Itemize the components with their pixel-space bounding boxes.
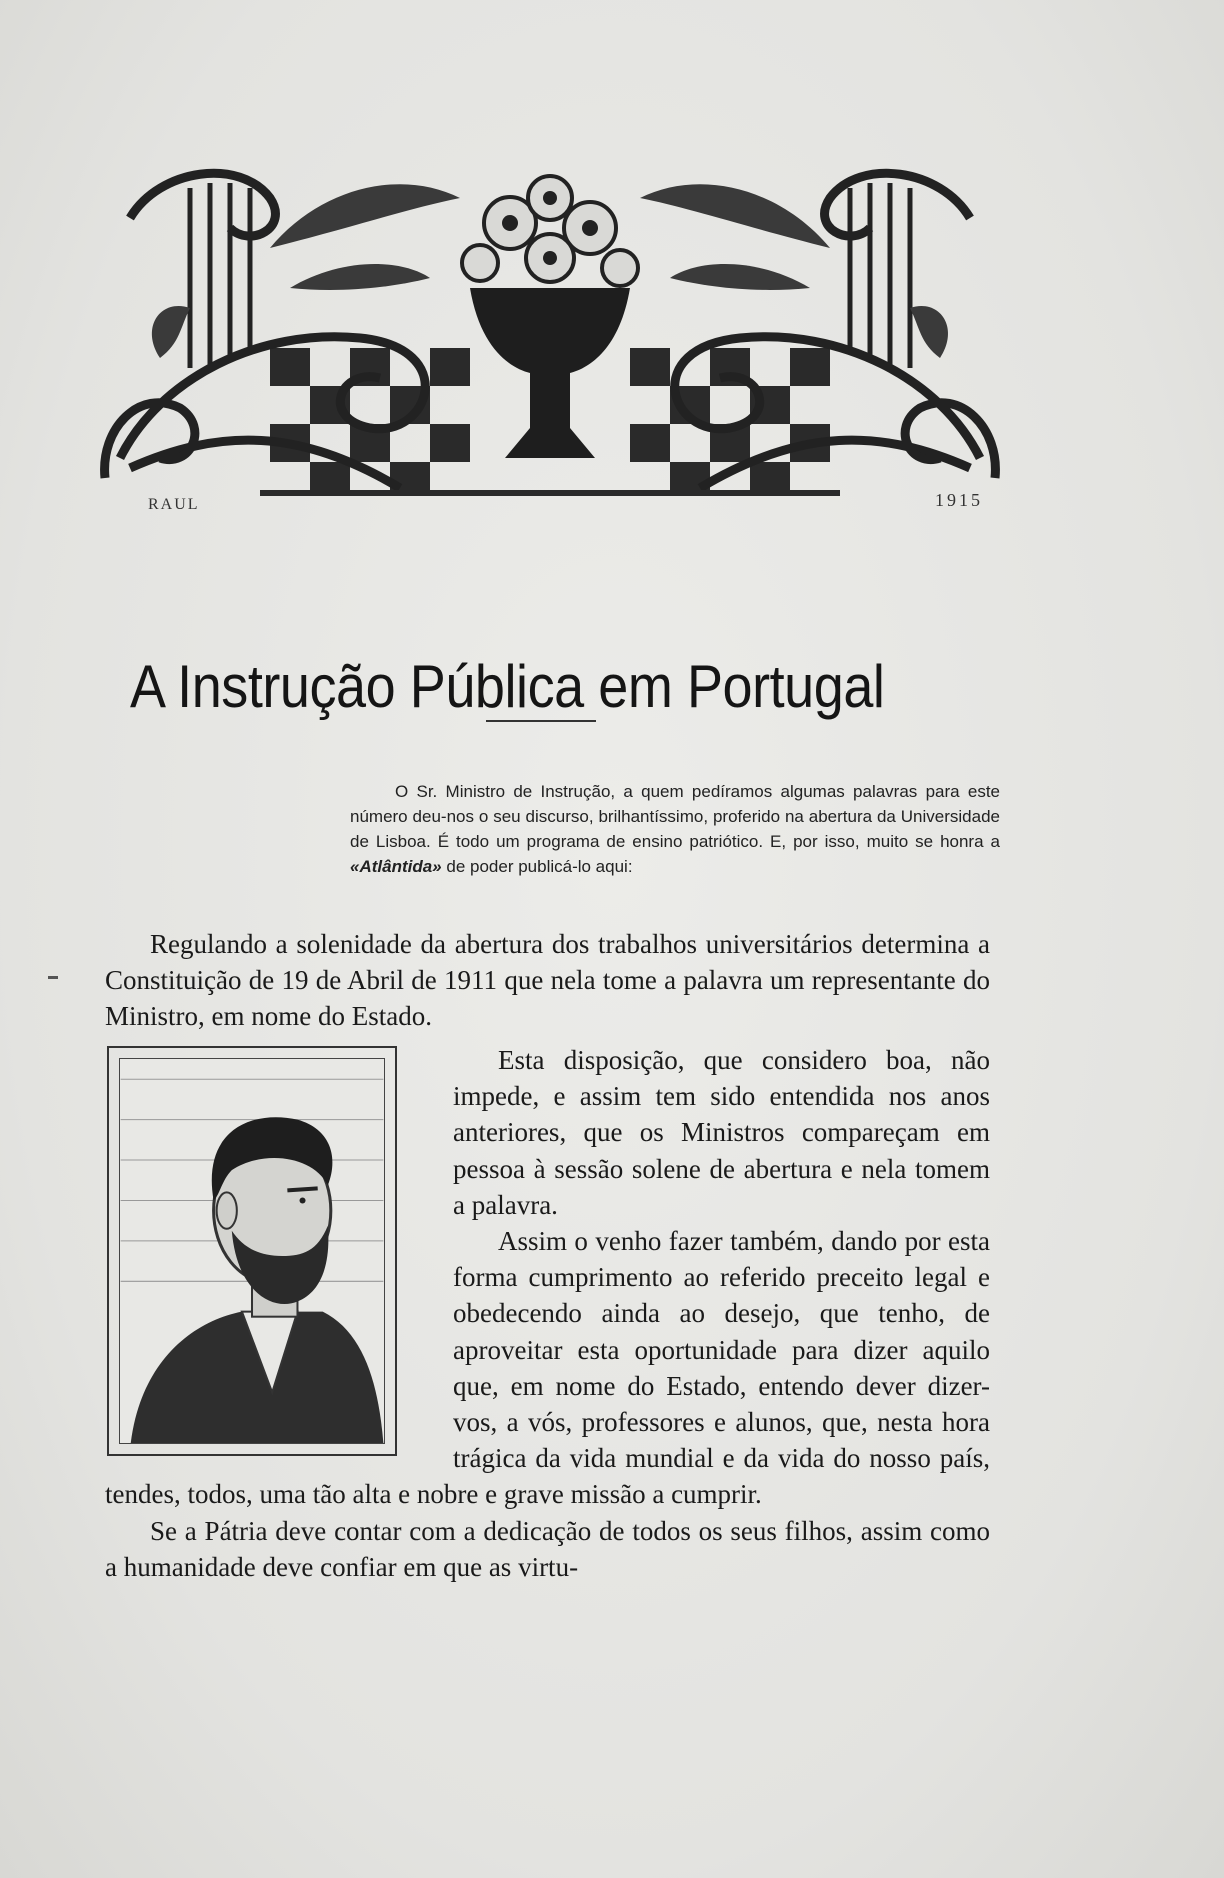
- ornament-year: 1915: [935, 490, 983, 510]
- header-ornament-icon: [100, 128, 1000, 508]
- paragraph-1: Regulando a solenidade da abertura dos trabalhos universitários determina a Constituição de 19 de Abril de 1911 que nela tome a palavra um representante do Ministro, em nome do Estado.: [105, 929, 990, 1032]
- paragraph-4: Se a Pátria deve contar com a dedicação de todos os seus filhos, assim como a humanidade deve confiar em que as virtu-: [105, 1515, 990, 1582]
- paragraph-2: Esta disposição, que considero boa, não impede, e assim tem sido entendida nos anos anteriores, que os Ministros compareçam em pessoa à sessão solene de abertura e nela tomem a palavra.: [453, 1045, 990, 1220]
- publication-name: «Atlântida»: [350, 857, 442, 876]
- article-body: [105, 926, 990, 1035]
- article-title: A Instrução Pública em Portugal: [130, 653, 885, 721]
- margin-mark: [48, 976, 58, 979]
- ornament-signature: RAUL: [148, 496, 200, 513]
- portrait-engraving-icon: [119, 1058, 385, 1444]
- editorial-intro: [350, 779, 1000, 879]
- paragraph-3: Assim o venho fazer também, dando por esta forma cumprimento ao referido preceito legal e obedecendo ainda ao desejo, que tenho, de aproveitar esta oportunidade para dizer aquilo que, em nome do Estado, entendo dever dizer-vos, a vós, professores e alunos, que, nesta hora trágica da vida mundial e da vida do nosso país, tendes, todos, uma tão alta e nobre e grave missão a cumprir.: [105, 1226, 990, 1510]
- intro-text-start: O Sr. Ministro de Instrução, a quem pedíramos algumas palavras para este número deu-nos o seu discurso, brilhantíssimo, proferido na abertura da Universidade de Lisboa. É todo um programa de ensino patriótico. E, por isso, muito se honra a: [350, 782, 1000, 851]
- intro-text-end: de poder publicá-lo aqui:: [441, 857, 633, 876]
- portrait-frame: [107, 1046, 397, 1456]
- title-divider: [486, 720, 596, 722]
